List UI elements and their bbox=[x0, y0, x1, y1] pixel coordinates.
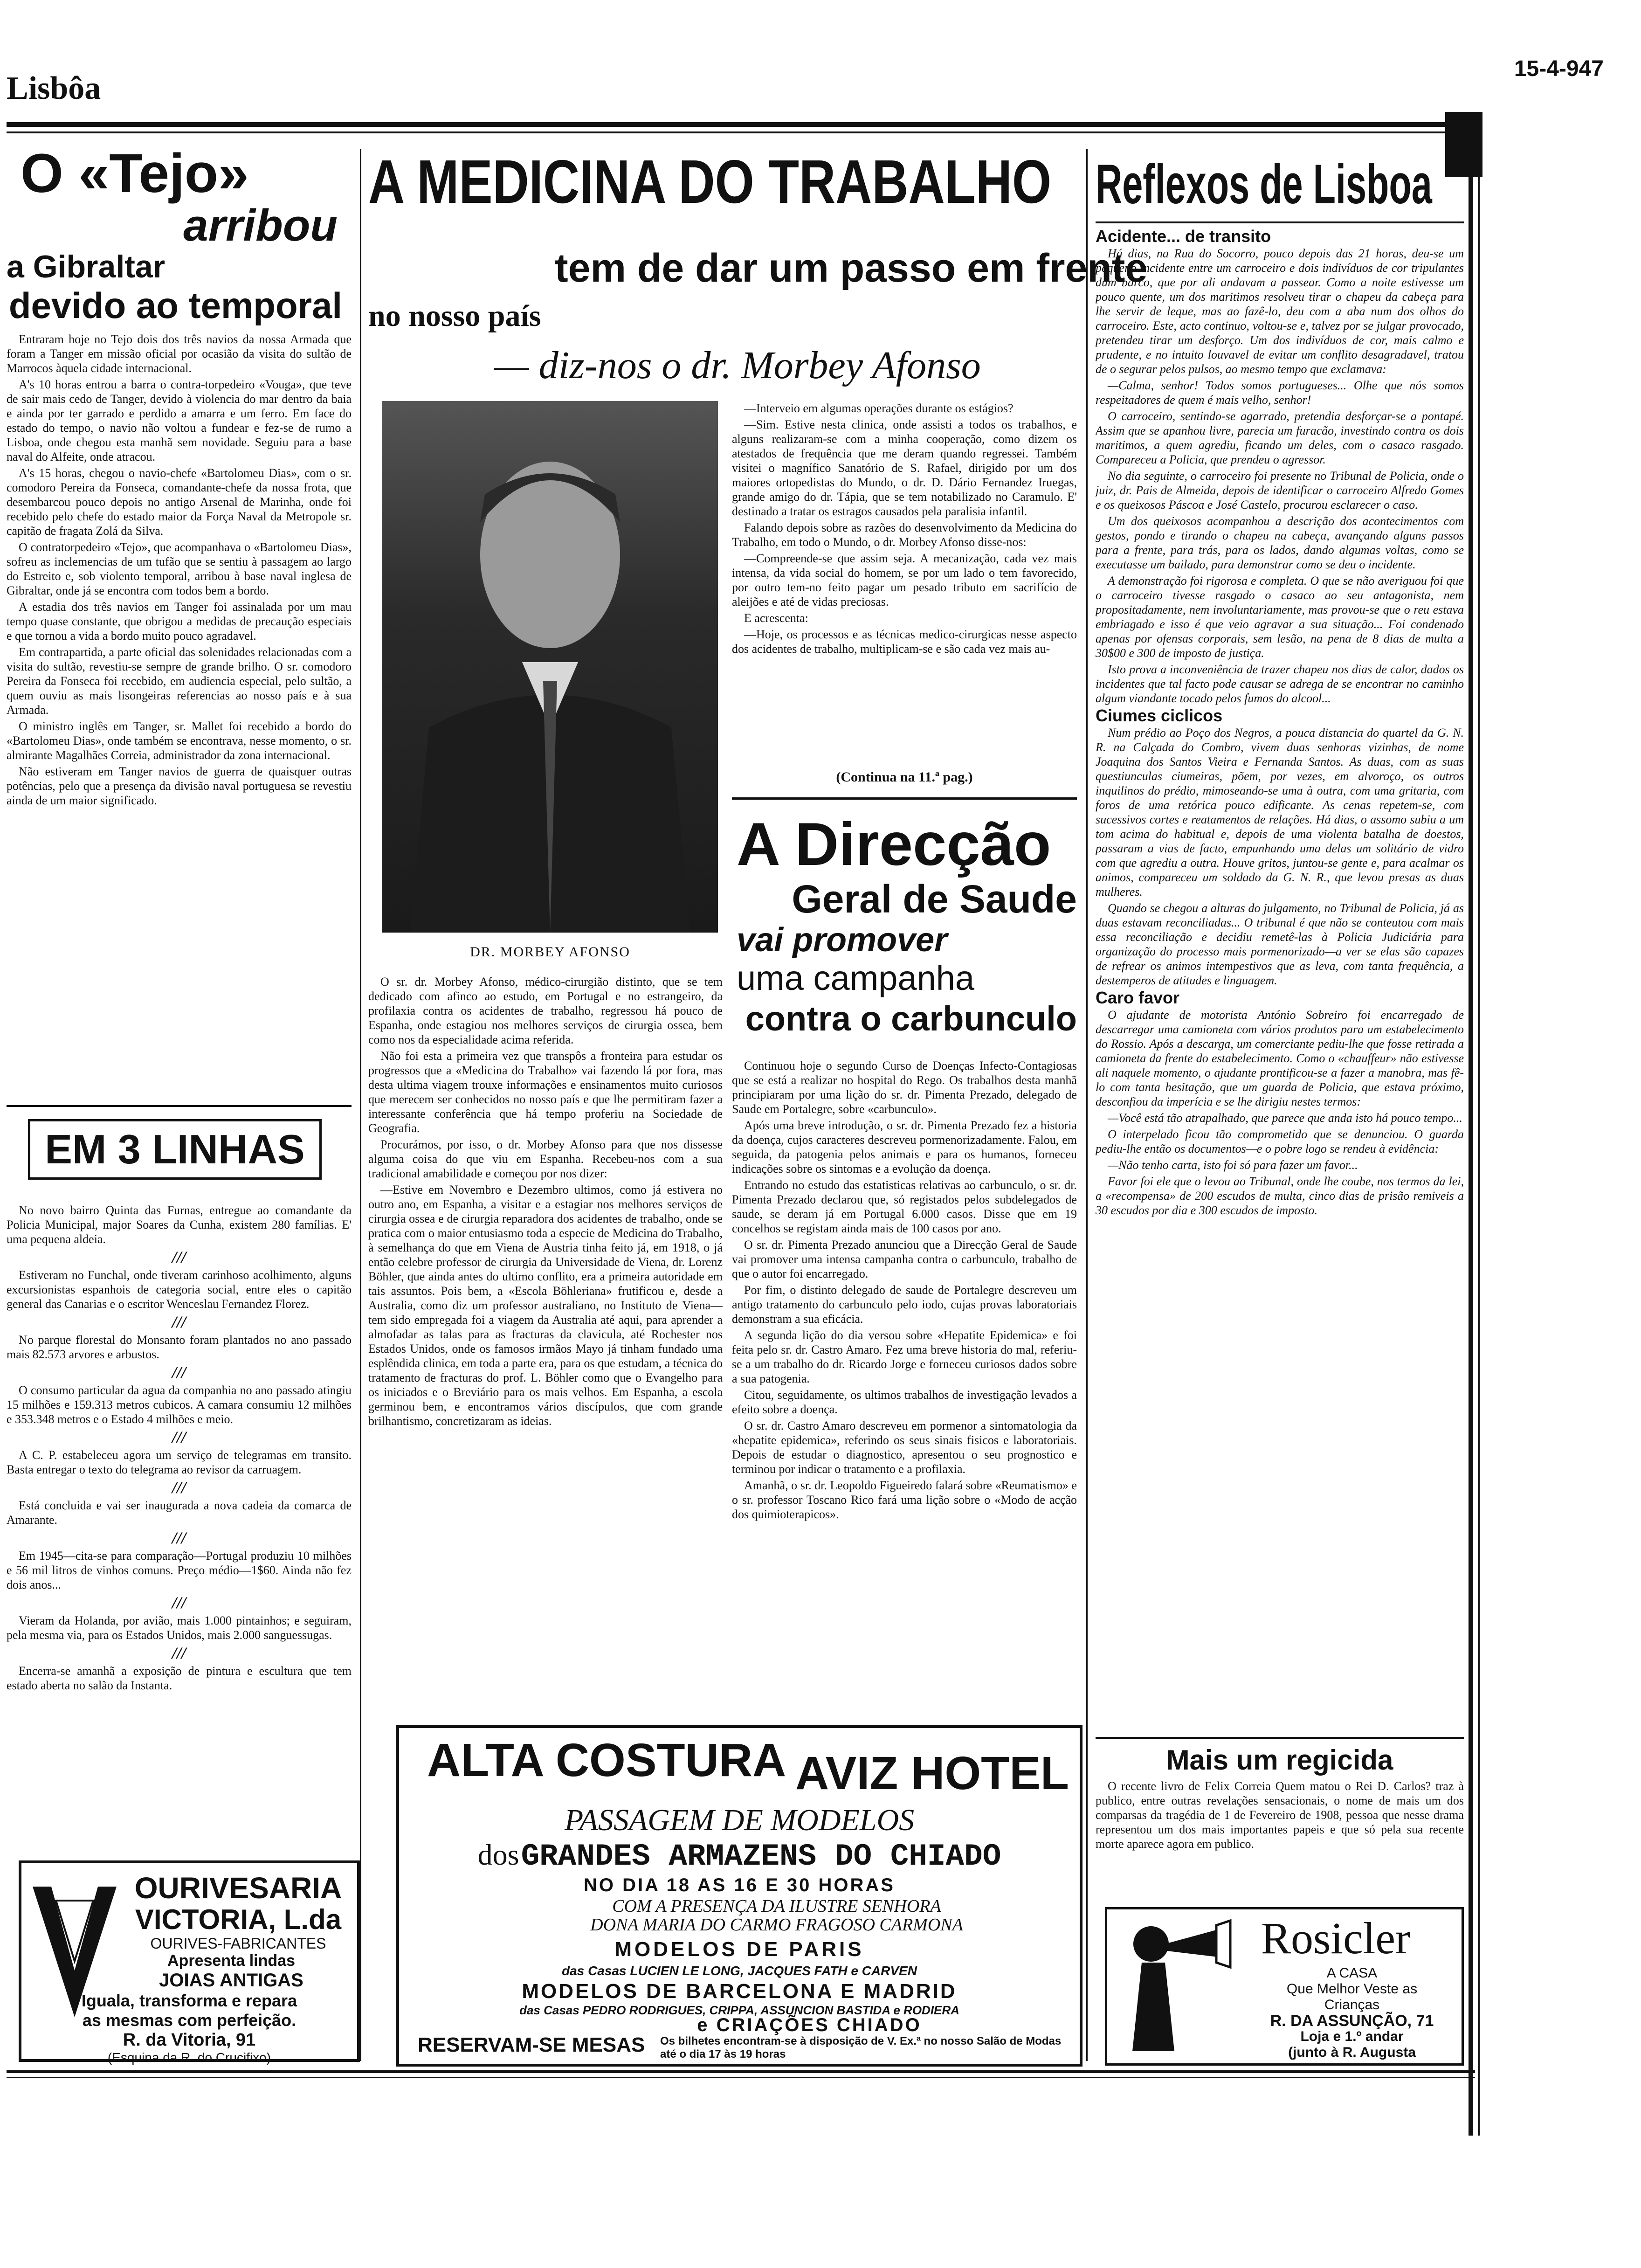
direccao-para: Citou, seguidamente, os ultimos trabalhos de investigação levados a efeito sobre a doença. bbox=[732, 1388, 1077, 1416]
em3-separator: /// bbox=[172, 1644, 186, 1662]
medicina-para: —Interveio em algumas operações durante os estágios? bbox=[744, 401, 1014, 415]
rosicler-line2: Que Melhor Veste as bbox=[1286, 1981, 1418, 1997]
em3-item: Em 1945—cita-se para comparação—Portugal produziu 10 milhões e 56 mil litros de vinhos comuns. Preço médio—1$60. Ainda não fez dois anos... bbox=[7, 1549, 352, 1591]
photo-caption: DR. MORBEY AFONSO bbox=[470, 944, 630, 960]
em3-separator: /// bbox=[172, 1363, 186, 1382]
medicina-header bbox=[368, 147, 1148, 401]
reflexos-sub2: Ciumes ciclicos bbox=[1096, 706, 1223, 725]
right-margin-rule-2 bbox=[1478, 177, 1480, 2136]
em3-item: Está concluida e vai ser inaugurada a nova cadeia da comarca de Amarante. bbox=[7, 1499, 352, 1527]
reflexos-para: No dia seguinte, o carroceiro foi presente no Tribunal de Policia, onde o juiz, dr. Pais de Almeida, depois de identificar o carroceiro Alfredo Gomes e os queixosos Páscoa e José Castelo, procurou esclarecer o caso. bbox=[1096, 469, 1464, 512]
reflexos-para: —Calma, senhor! Todos somos portugueses... Olhe que nós somos respeitadores de quem é mais velho, senhor! bbox=[1096, 379, 1464, 407]
section-rule bbox=[732, 797, 1077, 800]
tejo-title-4: devido ao temporal bbox=[8, 285, 342, 326]
costura-line14: Os bilhetes encontram-se à disposição de V. Ex.ª no nosso Salão de Modas até o dia 17 às 19 horas bbox=[660, 2035, 1062, 2061]
medicina-title: A MEDICINA DO TRABALHO bbox=[368, 147, 1052, 216]
ad-rosicler bbox=[1105, 1907, 1464, 2066]
ourivesaria-address2: (Esquina da R. do Crucifixo) bbox=[107, 2050, 271, 2065]
tejo-para: O ministro inglês em Tanger, sr. Mallet foi recebido a bordo do «Bartolomeu Dias», onde também se encontrava, nesse momento, o sr. almirante Magalhães Correia, administrador da zona internacional. bbox=[7, 719, 352, 762]
em3-separator: /// bbox=[172, 1528, 186, 1547]
reflexos-para: O interpelado ficou tão comprometido que se denunciou. O guarda pediu-lhe então os documentos—e o pobre logo se rendeu à evidência: bbox=[1096, 1127, 1464, 1155]
direccao-title-2: Geral de Saude bbox=[792, 877, 1077, 921]
section-title: Lisbôa bbox=[7, 70, 101, 106]
page-date: 15-4-947 bbox=[1514, 56, 1604, 81]
reflexos-para: O ajudante de motorista António Sobreiro foi encarregado de descarregar uma camioneta com vários produtos para um estabelecimento do Rossio. Após a descarga, um comerciante pediu-lhe que fosse retirada a camioneta da frente do estabelecimento. Como o «chauffeur» não estivesse ali naquele momento, o ajudante prontificou-se a fazer a manobra, mas fê-lo com tanta hesitação, que um guarda de Policia, que estava próximo, desconfiou da imperícia e se lhe dirigiu nestes termos: bbox=[1096, 1008, 1464, 1108]
regicida-body bbox=[1096, 1779, 1464, 1900]
direccao-para: O sr. dr. Castro Amaro descreveu em pormenor a sintomatologia da «hepatite epidemica», referindo os seus sinais fisicos e laboratoriais. Depois de estudar o diagnostico, apresentou o seu prognostico e terminou por indicar o tratamento e a profilaxia. bbox=[732, 1419, 1077, 1476]
medicina-para: Procurámos, por isso, o dr. Morbey Afonso para que nos dissesse alguma coisa do que viu em Espanha. Recebeu-nos com a sua tradicional amabilidade e começou por nos dizer: bbox=[368, 1138, 723, 1180]
costura-line9: das Casas LUCIEN LE LONG, JACQUES FATH e CARVEN bbox=[562, 1964, 917, 1978]
reflexos-para: Isto prova a inconveniência de trazer chapeu nos dias de calor, dados os incidentes que tal facto pode causar se adrega de se encontrar no caminho algum viandante tocado pelos fumos do alcool... bbox=[1096, 663, 1464, 705]
direccao-title-1: A Direcção bbox=[737, 810, 1051, 878]
reflexos-para: Quando se chegou a alturas do julgamento, no Tribunal de Policia, já as duas estavam reconciliadas... O tribunal é que não se conteutou com mais essa reconciliação e decidiu remetê-las à Policia Judiciária para organização do processo mais pormenorizado—a ver se elas são capazes de refrear os animos intempestivos que as leva, com tanta frequência, a destemperos de atitudes e linguagem. bbox=[1096, 901, 1464, 987]
reflexos-sub1: Acidente... de transito bbox=[1096, 227, 1271, 246]
regicida-title: Mais um regicida bbox=[1166, 1744, 1393, 1776]
medicina-subtitle-2: no nosso país bbox=[368, 299, 541, 333]
column-rule bbox=[360, 149, 361, 2061]
em3-item: Vieram da Holanda, por avião, mais 1.000 pintainhos; e seguiram, pela mesma via, para os Estados Unidos, mais 2.000 sanguessugas. bbox=[7, 1614, 352, 1642]
tejo-para: O contratorpedeiro «Tejo», que acompanhava o «Bartolomeu Dias», sofreu as inclemencias de um tufão que se sentiu à passagem ao largo do Estreito e, sob violento temporal, arribou à base naval inglesa de Gibraltar, onde já se encontra com todos bem a bordo. bbox=[7, 540, 352, 597]
ourivesaria-line1: OURIVES-FABRICANTES bbox=[150, 1935, 326, 1952]
tejo-para: A estadia dos três navios em Tanger foi assinalada por um mau tempo quase constante, que obrigou a medidas de precaução especiais e que tornou a vida a bordo muito pouco agradavel. bbox=[7, 600, 352, 643]
medicina-para: —Hoje, os processos e as técnicas medico-cirurgicas nesse aspecto dos acidentes de trabalho, multiplicam-se e são cada vez mais au- bbox=[732, 628, 1077, 656]
footer-rule bbox=[7, 2070, 1475, 2073]
medicina-para: —Compreende-se que assim seja. A mecanização, cada vez mais intensa, da vida social do homem, se por um lado o tem favorecido, por outro tem-no feito pagar um pesado tributo em sacrifício de aleijões e até de vidas preciosas. bbox=[732, 552, 1077, 608]
medicina-para: —Sim. Estive nesta clinica, onde assisti a todos os trabalhos, e alguns realizaram-se com a minha cooperação, como dizem os atestados de frequência que me deram quando regressei. Também visitei o magnífico Sanatório de S. Rafael, dirigido por um dos maiores ortopedistas do Mundo, o dr. D. Dário Fernandez Iruegas, grande amigo do dr. Tápia, que se tem notabilizado no Caramulo. E' destinado a tratar os estragos causados pela paralisia infantil. bbox=[732, 418, 1077, 518]
em3-item: Estiveram no Funchal, onde tiveram carinhoso acolhimento, alguns excursionistas espanhois de categoria social, entre eles o capitão general das Canarias e o escritor Wenceslau Fernandez Florez. bbox=[7, 1268, 352, 1311]
em3-separator: /// bbox=[172, 1478, 186, 1497]
em3-body bbox=[7, 1203, 352, 1842]
em3-item: No parque florestal do Monsanto foram plantados no ano passado mais 82.573 arvores e arbustos. bbox=[7, 1333, 352, 1361]
tejo-title-3: a Gibraltar bbox=[7, 249, 165, 284]
tejo-title-1: O «Tejo» bbox=[21, 143, 249, 204]
em3-title: EM 3 LINHAS bbox=[45, 1126, 305, 1172]
reflexos-para: —Não tenho carta, isto foi só para fazer um favor... bbox=[1108, 1158, 1358, 1172]
rosicler-name: Rosicler bbox=[1261, 1913, 1410, 1963]
em3-separator: /// bbox=[172, 1248, 186, 1266]
reflexos-para: Há dias, na Rua do Socorro, pouco depois das 21 horas, deu-se um pequeno incidente entre um carroceiro e dois indivíduos de cor tripulantes dum barco, que por ali andavam a passear. Como a noite estivesse um pouco quente, um dos maritimos resolveu tirar o chapeu da cabeça para lhe servir de leque, mas ao fazê-lo, deu com a aba num dos olhos do carroceiro. Este, acto continuo, voltou-se e, talvez por se julgar provocado, pretendeu tirar um desforço. Um dos indivíduos de cor, mais calmo e prudente, e no intuito louvavel de evitar um conflito desagradavel, tratou de o segurar pelos pulsos, ao mesmo tempo que exclamava: bbox=[1096, 247, 1464, 376]
direccao-title-5: contra o carbunculo bbox=[745, 999, 1077, 1038]
em3-item: No novo bairro Quinta das Furnas, entregue ao comandante da Policia Municipal, major Soares da Cunha, existem 280 famílias. E' uma pequena aldeia. bbox=[7, 1203, 352, 1246]
reflexos-para: —Você está tão atrapalhado, que parece que anda isto há pouco tempo... bbox=[1108, 1111, 1462, 1125]
reflexos-body bbox=[1096, 226, 1464, 1728]
direccao-para: Por fim, o distinto delegado de saude de Portalegre descreveu um antigo tratamento do carbunculo pelo iodo, cujas provas laboratoriais demonstram a sua eficácia. bbox=[732, 1283, 1077, 1326]
costura-line6: COM A PRESENÇA DA ILUSTRE SENHORA bbox=[612, 1896, 941, 1916]
rosicler-line1: A CASA bbox=[1326, 1965, 1378, 1981]
tejo-para: Em contrapartida, a parte oficial das solenidades relacionadas com a visita do sultão, revestiu-se sempre de grande brilho. O sr. comodoro Pereira da Fonseca foi recebido, em audiencia especial, pelo sultão, a quem ouviu as mais lisongeiras referencias ao nosso país e à sua Armada. bbox=[7, 645, 352, 717]
em3-separator: /// bbox=[172, 1313, 186, 1331]
tejo-para: Não estiveram em Tanger navios de guerra de quaisquer outras potências, pelo que a presença da divisão naval portuguesa se revestiu ainda de um maior significado. bbox=[7, 765, 352, 807]
tejo-title-2: arribou bbox=[183, 201, 338, 250]
ourivesaria-line3: JOIAS ANTIGAS bbox=[159, 1970, 303, 1991]
reflexos-para: Um dos queixosos acompanhou a descrição dos acontecimentos com gestos, pondo e tirando o chapeu na cabeça, avançando alguns passos para a frente, para trás, para os lados, dando algumas voltas, como se executasse um bailado, para demonstrar como se deu o incidente. bbox=[1096, 514, 1464, 571]
direccao-para: O sr. dr. Pimenta Prezado anunciou que a Direcção Geral de Saude vai promover uma intensa campanha contra o carbunculo, trabalho de que o autor foi encarregado. bbox=[732, 1238, 1077, 1280]
em3-item: O consumo particular da agua da companhia no ano passado atingiu 15 milhões e 159.313 metros cubicos. A camara consumiu 12 milhões e 353.348 metros e o Estado 4 milhões e meio. bbox=[7, 1383, 352, 1426]
costura-line12: e CRIAÇÕES CHIADO bbox=[697, 2015, 922, 2035]
medicina-para: E acrescenta: bbox=[744, 611, 808, 625]
ourivesaria-name: OURIVESARIA bbox=[134, 1871, 342, 1905]
direccao-para: Amanhã, o sr. dr. Leopoldo Figueiredo falará sobre «Reumatismo» e o sr. professor Toscano Rico fará uma lição sobre o «Modo de acção dos quimioterapicos». bbox=[732, 1479, 1077, 1521]
costura-line13: RESERVAM-SE MESAS bbox=[418, 2033, 645, 2056]
header-rule bbox=[7, 122, 1475, 127]
direccao-para: Continuou hoje o segundo Curso de Doenças Infecto-Contagiosas que se está a realizar no hospital do Rego. Os trabalhos desta manhã principiaram por uma lição do sr. dr. Pimenta Prezado, delegado de Saude em Portalegre, sobre «carbunculo». bbox=[732, 1059, 1077, 1116]
header-rule-thin bbox=[7, 131, 1475, 133]
costura-line3: PASSAGEM DE MODELOS bbox=[564, 1803, 915, 1837]
regicida-rule bbox=[1096, 1737, 1464, 1739]
ourivesaria-address: R. da Vitoria, 91 bbox=[123, 2030, 256, 2050]
portrait-figure bbox=[382, 401, 718, 933]
reflexos-para: Favor foi ele que o levou ao Tribunal, onde lhe coube, nos termos da lei, a «recompensa» de 200 escudos de multa, cinco dias de prisão remiveis a 30 escudos por dia e 300 escudos de imposto. bbox=[1096, 1175, 1464, 1217]
em3-item: Encerra-se amanhã a exposição de pintura e escultura que tem estado aberta no salão da Instanta. bbox=[7, 1664, 352, 1692]
rosicler-line6: (junto à R. Augusta bbox=[1288, 2045, 1416, 2060]
medicina-para: Não foi esta a primeira vez que transpôs a fronteira para estudar os progressos que a «Medicina do Trabalho» vai fazendo lá por fora, mas desta ultima viagem trouxe informações e ensinamentos muito curiosos que merecem ser conhecidos no nosso país e que lhe permitiram fazer a interessante conferência que há tempo proferiu na Sociedade de Geografia. bbox=[368, 1049, 723, 1135]
costura-line11: das Casas PEDRO RODRIGUES, CRIPPA, ASSUNCION BASTIDA e RODIERA bbox=[519, 2003, 959, 2017]
direccao-header bbox=[737, 811, 1077, 1054]
costura-line1: ALTA COSTURA bbox=[427, 1734, 786, 1786]
medicina-body-left bbox=[368, 975, 723, 1739]
em3-separator: /// bbox=[172, 1428, 186, 1446]
trumpeter-icon bbox=[1114, 1916, 1235, 2056]
ourivesaria-line2: Apresenta lindas bbox=[167, 1952, 295, 1970]
em3-item: A C. P. estabeleceu agora um serviço de telegramas em transito. Basta entregar o texto do telegrama ao revisor da carruagem. bbox=[7, 1448, 352, 1476]
direccao-body bbox=[732, 1058, 1077, 1739]
costura-line7: DONA MARIA DO CARMO FRAGOSO CARMONA bbox=[590, 1915, 963, 1935]
rosicler-line4: R. DA ASSUNÇÃO, 71 bbox=[1270, 2012, 1434, 2030]
tejo-body bbox=[7, 332, 352, 1087]
rosicler-line5: Loja e 1.º andar bbox=[1300, 2029, 1404, 2044]
reflexos-rule bbox=[1096, 221, 1464, 223]
tejo-para: A's 15 horas, chegou o navio-chefe «Bartolomeu Dias», com o sr. comodoro Pereira da Fonseca, comandante-chefe da nossa frota, que desembarcou pouco depois no antigo Arsenal de Marinha, onde foi recebido pelo chefe do estado maior da Força Naval da Metropole sr. capitão de fragata Zolá da Silva. bbox=[7, 466, 352, 538]
continues-note: (Continua na 11.ª pag.) bbox=[836, 769, 973, 785]
ad-alta-costura bbox=[396, 1725, 1083, 2067]
costura-line2: AVIZ HOTEL bbox=[795, 1747, 1069, 1799]
em3-title-box bbox=[28, 1119, 322, 1180]
direccao-para: Após uma breve introdução, o sr. dr. Pimenta Prezado fez a historia da doença, cujos caracteres descreveu pormenorizadamente. Falou, em seguida, da patogenia pelos animais e para os humanos, forneceu indicações sobre os sintomas e a evolução da doença. bbox=[732, 1119, 1077, 1175]
ourivesaria-name2: VICTORIA, L.da bbox=[135, 1904, 342, 1935]
portrait-photo bbox=[382, 401, 718, 933]
corner-block bbox=[1445, 112, 1482, 177]
reflexos-para: A demonstração foi rigorosa e completa. O que se não averiguou foi que o carroceiro tivesse rasgado o casaco ao seu antagonista, nem propositadamente, nem involuntariamente, mas provou-se que o reu estava embriagado e isso é que veio agravar a sua situação... Foi condenado apenas por ofensas corporais, sem lesão, na pena de 8 dias de multa a 30$00 e 300 de imposto de justiça. bbox=[1096, 574, 1464, 660]
medicina-subtitle-1: tem de dar um passo em frente bbox=[555, 246, 1148, 290]
direccao-para: A segunda lição do dia versou sobre «Hepatite Epidemica» e foi feita pelo sr. dr. Castro Amaro. Fez uma breve historia do mal, referiu-se a um trabalho do dr. Ricardo Jorge e forneceu curiosos dados sobre a sua patogenia. bbox=[732, 1328, 1077, 1385]
direccao-title-3: vai promover bbox=[737, 921, 948, 959]
reflexos-title: Reflexos de Lisboa bbox=[1096, 153, 1432, 215]
tejo-para: Entraram hoje no Tejo dois dos três navios da nossa Armada que foram a Tanger em missão oficial por ocasião da visita do sultão de Marrocos àquela cidade internacional. bbox=[7, 332, 352, 375]
rosicler-line3: Crianças bbox=[1324, 1997, 1380, 2012]
costura-line4a: dos bbox=[477, 1838, 519, 1871]
footer-rule-thin bbox=[7, 2077, 1475, 2078]
ourivesaria-line4: Iguala, transforma e repara bbox=[81, 1991, 297, 2010]
ourivesaria-line5: as mesmas com perfeição. bbox=[82, 2011, 296, 2030]
medicina-subtitle-3: — diz-nos o dr. Morbey Afonso bbox=[494, 344, 981, 387]
medicina-para: —Estive em Novembro e Dezembro ultimos, como já estivera no outro ano, em Espanha, a visitar e a estagiar nos melhores serviços de cirurgia ossea e de cirurgia reparadora dos acidentes de trabalho, onde se pratica com o maior entusiasmo toda a especie de Medicina do Trabalho, à semelhança do que em Viena de Austria tinha feito já, em 1918, o já então celebre professor de cirurgia da Universidade de Viena, dr. Lorenz Böhler, que ainda antes do ultimo conflito, era a primeira autoridade em tais assuntos. Pois bem, a «Escola Böhleriana» frutificou e, desde a Australia, como diz um professor australiano, no Instituto de Viena—tem sido empregada foi a viagem da Australia até aqui, para aprender a almofadar as talas para as fracturas da clavicula, até Rochester nos Estados Unidos, onde os famosos irmãos Mayo já tinham fundado uma esplêndida clinica, em toda a parte era, para os que estudam, a técnica do tratamento de fracturas do prof. L. Böhler como que o Evangelho para os iniciados e o Breviário para os mais velhos. Em Espanha, a escola germinou bem, e encontramos vários discípulos, que com grande brilhantismo, concretizaram as ideias. bbox=[368, 1183, 723, 1428]
em3-separator: /// bbox=[172, 1593, 186, 1612]
costura-line10: MODELOS DE BARCELONA E MADRID bbox=[522, 1980, 957, 2003]
em3-top-rule bbox=[7, 1105, 352, 1107]
tejo-para: A's 10 horas entrou a barra o contra-torpedeiro «Vouga», que teve de sair mais cedo de Tanger, devido à violencia do mar dentro da baia e ainda por ter garrado e perdido a amarra e um ferro. Em face do estado do tempo, o navio não voltou a fundear e fez-se de rumo a Lisboa, onde chegou esta manhã sem novidade. Seguiu para a base naval do Alfeite, onde atracou. bbox=[7, 378, 352, 463]
costura-line5: NO DIA 18 AS 16 E 30 HORAS bbox=[584, 1875, 895, 1895]
regicida-para: O recente livro de Felix Correia Quem matou o Rei D. Carlos? traz à publico, entre outras revelações sensacionais, o nome de mais um dos comparsas da tragédia de 1 de Fevereiro de 1908, pessoa que nesse drama representou um dos mais importantes papeis e que só pela sua recente morte aparece agora em publico. bbox=[1096, 1779, 1464, 1851]
column-rule bbox=[1086, 149, 1088, 2061]
costura-line4b: GRANDES ARMAZENS DO CHIADO bbox=[521, 1839, 1001, 1874]
reflexos-para: O carroceiro, sentindo-se agarrado, pretendia desforçar-se a pontapé. Assim que se apanhou livre, parecia um furacão, investindo contra os dois maritimos, a quem agrediu, ficando um deles, com o casaco rasgado. Compareceu a Policia, que prendeu o agressor. bbox=[1096, 409, 1464, 466]
medicina-para: Falando depois sobre as razões do desenvolvimento da Medicina do Trabalho, em todo o Mundo, o dr. Morbey Afonso disse-nos: bbox=[732, 521, 1077, 549]
medicina-body-right bbox=[732, 401, 1077, 755]
costura-line8: MODELOS DE PARIS bbox=[614, 1938, 864, 1961]
ad-ourivesaria bbox=[19, 1860, 360, 2065]
tejo-article bbox=[7, 145, 352, 1133]
direccao-para: Entrando no estudo das estatisticas relativas ao carbunculo, o sr. dr. Pimenta Prezado declarou que, só registados pelos subdelegados de saude, se deram já em Portugal 6.000 casos. Disse que em 19 concelhos se registam ainda mais de 100 casos por ano. bbox=[732, 1178, 1077, 1235]
reflexos-sub3: Caro favor bbox=[1096, 988, 1180, 1007]
direccao-title-4: uma campanha bbox=[737, 959, 975, 997]
right-margin-rule bbox=[1469, 177, 1473, 2136]
reflexos-para: Num prédio ao Poço dos Negros, a pouca distancia do quartel da G. N. R. na Calçada do Combro, vivem duas senhoras vizinhas, de nome Joaquina dos Santos Vieira e Fernanda Santos. As duas, com as suas questiunculas ciumeiras, põem, por vezes, em alvoroço, os outros inquilinos do prédio, mimoseando-se uma à outra, com uma gritaria, com foros de uma retórica pouco edificante. As cenas repetem-se, com sucessivos cortes e reatamentos de relações. Há dias, o assomo subiu a um tom acima do habitual e, depois de uma violenta batalha de doestos, passaram a vias de facto, empunhando uma delas um solitário de vidro com que agrediu a outra. Houve gritos, juntou-se gente e, para acalmar os animos, compareceu um soldado da G. N. R., que levou presas as duas mulheres. bbox=[1096, 726, 1464, 899]
medicina-para: O sr. dr. Morbey Afonso, médico-cirurgião distinto, que se tem dedicado com afinco ao estudo, em Portugal e no estrangeiro, da profilaxia contra os acidentes de trabalho, regressou há pouco de Espanha, onde estagiou nos melhores serviços de cirurgia ossea, bem como nos da especialidade acima referida. bbox=[368, 975, 723, 1046]
